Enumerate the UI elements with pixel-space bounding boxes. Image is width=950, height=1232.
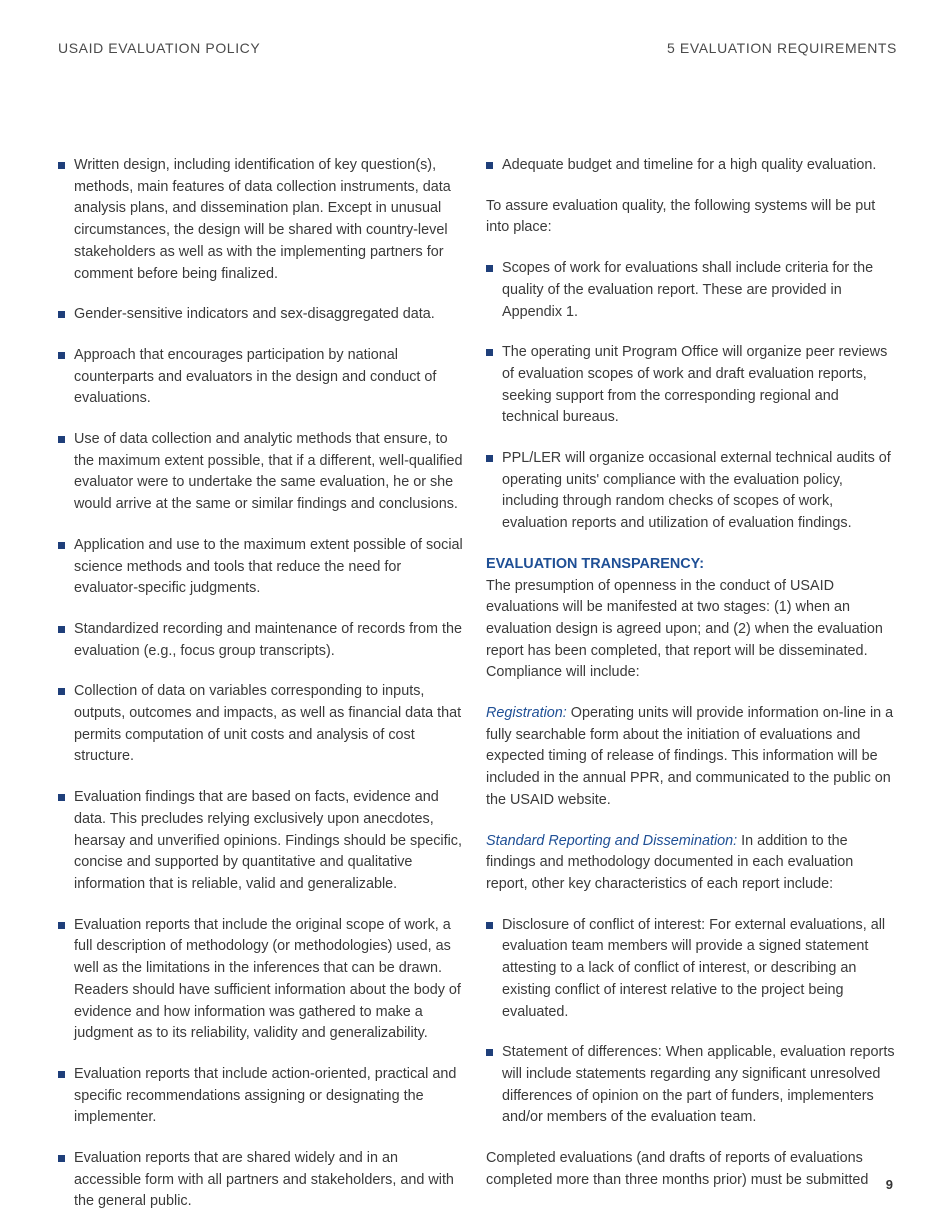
list-item: Evaluation findings that are based on facts, evidence and data. This precludes relying exclusively upon anecdotes, hearsay and unverified opinions. Findings should be specific, concise and supported by quantitative and qualitative information that is reliable, valid and generalizable. — [58, 787, 468, 896]
list-item: Evaluation reports that include action-oriented, practical and specific recommendations assigning or designating the implementer. — [58, 1064, 468, 1129]
list-item: PPL/LER will organize occasional external technical audits of operating units' compliance with the evaluation policy, including through random checks of scopes of work, evaluation reports and utilization of evaluation findings. — [486, 448, 896, 535]
registration-paragraph: Registration: Operating units will provide information on-line in a fully searchable form about the initiation of evaluations and expected timing of release of findings. This information will be included in the annual PPR, and communicated to the public on the USAID website. — [486, 705, 894, 808]
running-header-right: 5 EVALUATION REQUIREMENTS — [667, 40, 897, 56]
budget-list — [486, 155, 896, 177]
list-item: Evaluation reports that are shared widely and in an accessible form with all partners and stakeholders, and with the general public. — [58, 1148, 468, 1213]
list-item: Written design, including identification of key question(s), methods, main features of data collection instruments, data analysis plans, and dissemination plan. Except in unusual circumstances, the design will be shared with country-level stakeholders as well as with the implementing partners for comment before being finalized. — [58, 155, 468, 285]
running-header-left: USAID EVALUATION POLICY — [58, 40, 261, 56]
closing-paragraph: Completed evaluations (and drafts of reports of evaluations completed more than three months prior) must be submitted — [486, 1150, 869, 1188]
list-item: Statement of differences: When applicable, evaluation reports will include statements regarding any significant unresolved differences of opinion on the part of funders, implementers and/or members of the evaluation team. — [486, 1042, 896, 1129]
list-item: The operating unit Program Office will organize peer reviews of evaluation scopes of work and draft evaluation reports, seeking support from the corresponding regional and technical bureaus. — [486, 342, 896, 429]
square-bullet-icon — [486, 922, 493, 929]
quality-intro: To assure evaluation quality, the following systems will be put into place: — [486, 197, 876, 236]
square-bullet-icon — [486, 349, 493, 356]
list-item: Disclosure of conflict of interest: For external evaluations, all evaluation team members will provide a signed statement attesting to a lack of conflict of interest, or describing an existing conflict of interest relative to the project being evaluated. — [486, 915, 896, 1024]
list-item: Collection of data on variables corresponding to inputs, outputs, outcomes and impacts, as well as financial data that permits computation of unit costs and analysis of cost structure. — [58, 681, 468, 768]
list-item: Approach that encourages participation by national counterparts and evaluators in the design and conduct of evaluations. — [58, 345, 468, 410]
square-bullet-icon — [486, 1049, 493, 1056]
list-item: Application and use to the maximum extent possible of social science methods and tools that reduce the need for evaluator-specific judgments. — [58, 535, 468, 600]
section-heading: EVALUATION TRANSPARENCY: — [486, 555, 704, 572]
registration-label: Registration: — [486, 705, 567, 722]
list-item: Evaluation reports that include the original scope of work, a full description of methodology (or methodologies) used, as well as the limitations in the inferences that can be drawn. Readers should have sufficient information about the body of evidence and how information was gathered to make a judgment as to its reliability, validity and generalizability. — [58, 915, 468, 1045]
reporting-label: Standard Reporting and Dissemination: — [486, 832, 738, 849]
page-number: 9 — [885, 1177, 893, 1192]
square-bullet-icon — [58, 922, 65, 929]
square-bullet-icon — [486, 455, 493, 462]
list-item: Adequate budget and timeline for a high quality evaluation. — [486, 155, 896, 177]
transparency-paragraph: The presumption of openness in the conduct of USAID evaluations will be manifested at two stages: (1) when an evaluation design is agreed upon; and (2) when the evaluation report has been completed, that report will be disseminated. Compliance will include: — [486, 577, 883, 681]
square-bullet-icon — [58, 688, 65, 695]
square-bullet-icon — [58, 352, 65, 359]
quality-list — [486, 258, 896, 535]
square-bullet-icon — [486, 162, 493, 169]
square-bullet-icon — [486, 265, 493, 272]
square-bullet-icon — [58, 1155, 65, 1162]
list-item: Scopes of work for evaluations shall include criteria for the quality of the evaluation report. These are provided in Appendix 1. — [486, 258, 896, 323]
square-bullet-icon — [58, 311, 65, 318]
list-item: Use of data collection and analytic methods that ensure, to the maximum extent possible, that if a different, well-qualified evaluator were to undertake the same evaluation, he or she would arrive at the same or similar findings and conclusions. — [58, 429, 468, 516]
square-bullet-icon — [58, 626, 65, 633]
square-bullet-icon — [58, 436, 65, 443]
list-item: Gender-sensitive indicators and sex-disaggregated data. — [58, 304, 468, 326]
right-column — [486, 155, 896, 1210]
requirements-list — [58, 155, 468, 1213]
list-item: Standardized recording and maintenance of records from the evaluation (e.g., focus group transcripts). — [58, 619, 468, 662]
reporting-list — [486, 915, 896, 1129]
square-bullet-icon — [58, 162, 65, 169]
square-bullet-icon — [58, 1071, 65, 1078]
square-bullet-icon — [58, 542, 65, 549]
left-column — [58, 155, 468, 1232]
square-bullet-icon — [58, 794, 65, 801]
reporting-paragraph: Standard Reporting and Dissemination: In addition to the findings and methodology documented in each evaluation report, other key characteristics of each report include: — [486, 832, 854, 892]
